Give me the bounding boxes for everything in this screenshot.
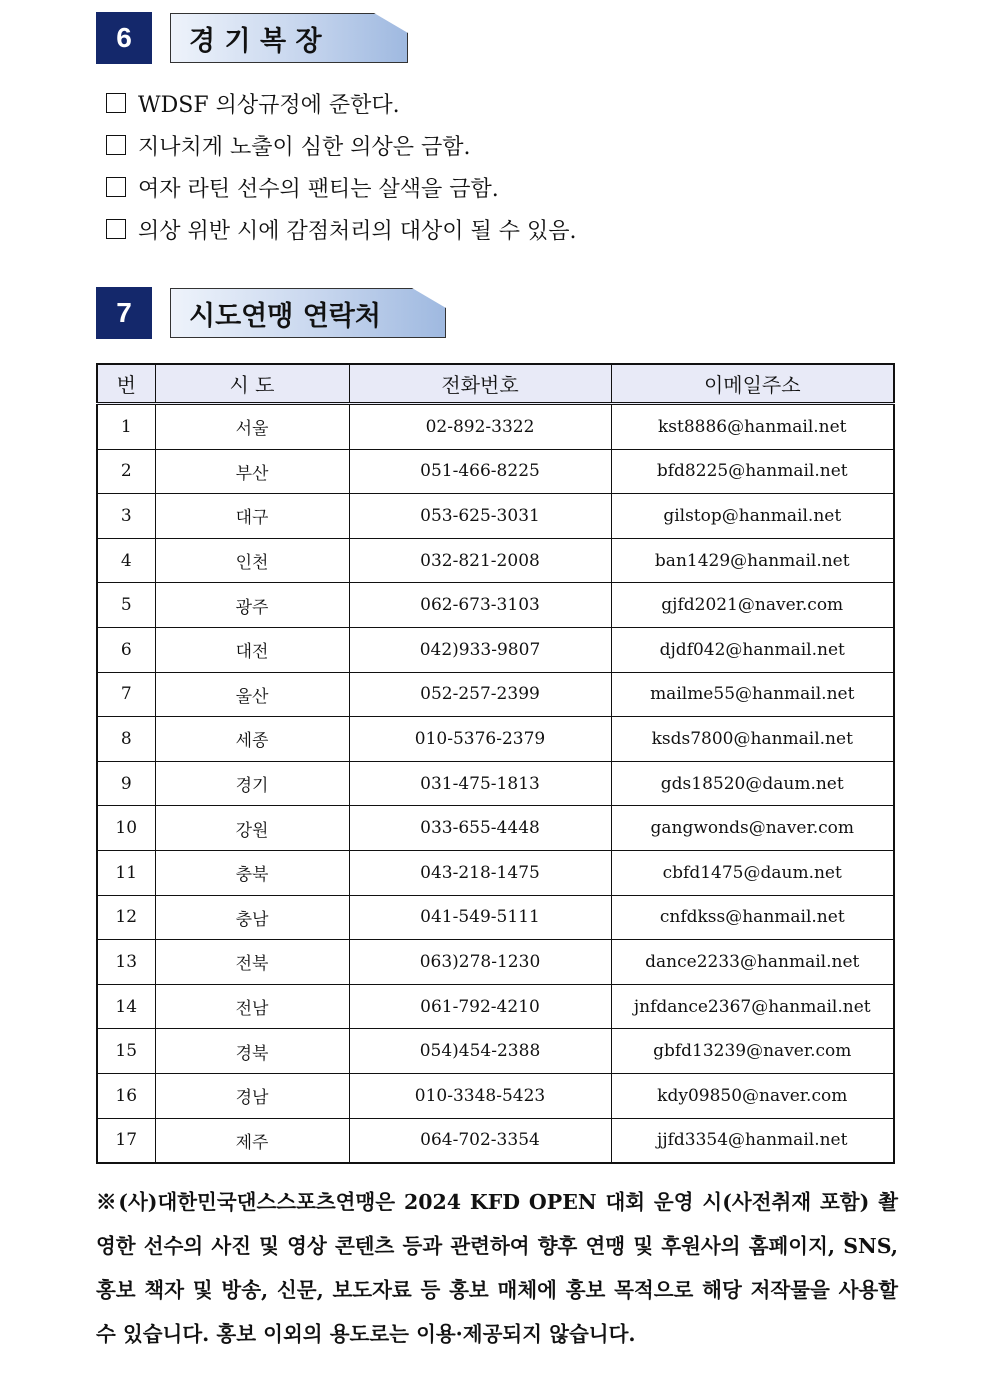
table-body — [97, 404, 894, 1164]
region-cell: 세종 — [155, 717, 349, 762]
phone-cell: 054)454-2388 — [349, 1029, 611, 1074]
table-row — [97, 672, 894, 717]
region-cell: 경기 — [155, 761, 349, 806]
section-7-header — [96, 287, 446, 339]
list-item — [106, 124, 576, 166]
email-cell: ban1429@hanmail.net — [611, 538, 894, 583]
phone-cell: 064-702-3354 — [349, 1118, 611, 1163]
phone-cell: 041-549-5111 — [349, 895, 611, 940]
email-cell: jjfd3354@hanmail.net — [611, 1118, 894, 1163]
phone-cell: 051-466-8225 — [349, 449, 611, 494]
region-cell: 제주 — [155, 1118, 349, 1163]
row-number-cell: 12 — [97, 895, 155, 940]
row-number-cell: 11 — [97, 850, 155, 895]
email-cell: gangwonds@naver.com — [611, 806, 894, 851]
table-row — [97, 538, 894, 583]
section-title — [170, 13, 408, 63]
row-number-cell: 2 — [97, 449, 155, 494]
phone-cell: 053-625-3031 — [349, 494, 611, 539]
list-item-text: WDSF 의상규정에 준한다. — [138, 92, 400, 118]
phone-cell: 061-792-4210 — [349, 984, 611, 1029]
section-6-header — [96, 12, 408, 64]
table-row — [97, 449, 894, 494]
folded-corner-decoration — [374, 13, 408, 33]
row-number-cell: 14 — [97, 984, 155, 1029]
table-row — [97, 806, 894, 851]
row-number-cell: 8 — [97, 717, 155, 762]
table-row — [97, 761, 894, 806]
checkbox-icon — [106, 135, 126, 155]
list-item-text: 여자 라틴 선수의 팬티는 살색을 금함. — [138, 176, 499, 202]
list-item-text: 의상 위반 시에 감점처리의 대상이 될 수 있음. — [138, 218, 577, 244]
table-row — [97, 1073, 894, 1118]
email-cell: gjfd2021@naver.com — [611, 583, 894, 628]
phone-cell: 033-655-4448 — [349, 806, 611, 851]
phone-cell: 052-257-2399 — [349, 672, 611, 717]
column-header: 전화번호 — [349, 364, 611, 404]
email-cell: bfd8225@hanmail.net — [611, 449, 894, 494]
section-title-text: 경 기 복 장 — [189, 25, 322, 57]
phone-cell: 062-673-3103 — [349, 583, 611, 628]
phone-cell: 010-5376-2379 — [349, 717, 611, 762]
table-row — [97, 1118, 894, 1163]
phone-cell: 02-892-3322 — [349, 404, 611, 450]
copyright-notice: ※(사)대한민국댄스스포츠연맹은 2024 KFD OPEN 대회 운영 시(사전취재 포함) 촬영한 선수의 사진 및 영상 콘텐츠 등과 관련하여 향후 연맹 및 후원사의 홈페이지, SNS, 홍보 책자 및 방송, 신문, 보도자료 등 홍보 매체에 홍보 목적으로 해당 저작물을 사용할 수 있습니다. 홍보 이외의 용도로는 이용·제공되지 않습니다. — [96, 1190, 898, 1346]
region-cell: 광주 — [155, 583, 349, 628]
phone-cell: 042)933-9807 — [349, 627, 611, 672]
row-number-cell: 16 — [97, 1073, 155, 1118]
email-cell: gilstop@hanmail.net — [611, 494, 894, 539]
phone-cell: 063)278-1230 — [349, 940, 611, 985]
row-number-cell: 7 — [97, 672, 155, 717]
region-cell: 대전 — [155, 627, 349, 672]
table-row — [97, 627, 894, 672]
list-item-text: 지나치게 노출이 심한 의상은 금함. — [138, 134, 471, 160]
email-cell: gbfd13239@naver.com — [611, 1029, 894, 1074]
region-cell: 강원 — [155, 806, 349, 851]
phone-cell: 043-218-1475 — [349, 850, 611, 895]
column-header: 번 — [97, 364, 155, 404]
region-cell: 인천 — [155, 538, 349, 583]
email-cell: ksds7800@hanmail.net — [611, 717, 894, 762]
column-header: 이메일주소 — [611, 364, 894, 404]
email-cell: kst8886@hanmail.net — [611, 404, 894, 450]
email-cell: cbfd1475@daum.net — [611, 850, 894, 895]
section-title-text: 시도연맹 연락처 — [189, 300, 381, 332]
row-number-cell: 15 — [97, 1029, 155, 1074]
region-cell: 전북 — [155, 940, 349, 985]
checkbox-icon — [106, 219, 126, 239]
list-item — [106, 208, 576, 250]
list-item — [106, 82, 576, 124]
region-cell: 경북 — [155, 1029, 349, 1074]
region-cell: 대구 — [155, 494, 349, 539]
email-cell: mailme55@hanmail.net — [611, 672, 894, 717]
row-number-cell: 6 — [97, 627, 155, 672]
row-number-cell: 13 — [97, 940, 155, 985]
email-cell: kdy09850@naver.com — [611, 1073, 894, 1118]
phone-cell: 031-475-1813 — [349, 761, 611, 806]
table-row — [97, 895, 894, 940]
section-title — [170, 288, 446, 338]
checkbox-icon — [106, 177, 126, 197]
column-header: 시 도 — [155, 364, 349, 404]
table-row — [97, 494, 894, 539]
checkbox-icon — [106, 93, 126, 113]
table-row — [97, 1029, 894, 1074]
email-cell: djdf042@hanmail.net — [611, 627, 894, 672]
row-number-cell: 1 — [97, 404, 155, 450]
region-cell: 전남 — [155, 984, 349, 1029]
table-row — [97, 850, 894, 895]
email-cell: jnfdance2367@hanmail.net — [611, 984, 894, 1029]
row-number-cell: 10 — [97, 806, 155, 851]
list-item — [106, 166, 576, 208]
row-number-cell: 17 — [97, 1118, 155, 1163]
email-cell: gds18520@daum.net — [611, 761, 894, 806]
dress-code-list — [106, 82, 576, 250]
region-cell: 부산 — [155, 449, 349, 494]
region-cell: 서울 — [155, 404, 349, 450]
phone-cell: 010-3348-5423 — [349, 1073, 611, 1118]
table-row — [97, 717, 894, 762]
row-number-cell: 4 — [97, 538, 155, 583]
phone-cell: 032-821-2008 — [349, 538, 611, 583]
region-cell: 울산 — [155, 672, 349, 717]
contacts-table — [96, 363, 895, 1164]
row-number-cell: 9 — [97, 761, 155, 806]
section-number-badge: 7 — [96, 287, 152, 339]
section-number-badge: 6 — [96, 12, 152, 64]
folded-corner-decoration — [412, 288, 446, 308]
table-row — [97, 984, 894, 1029]
row-number-cell: 3 — [97, 494, 155, 539]
table-row — [97, 940, 894, 985]
table-header-row — [97, 364, 894, 404]
row-number-cell: 5 — [97, 583, 155, 628]
region-cell: 충남 — [155, 895, 349, 940]
email-cell: cnfdkss@hanmail.net — [611, 895, 894, 940]
email-cell: dance2233@hanmail.net — [611, 940, 894, 985]
region-cell: 충북 — [155, 850, 349, 895]
region-cell: 경남 — [155, 1073, 349, 1118]
table-row — [97, 404, 894, 450]
table-row — [97, 583, 894, 628]
